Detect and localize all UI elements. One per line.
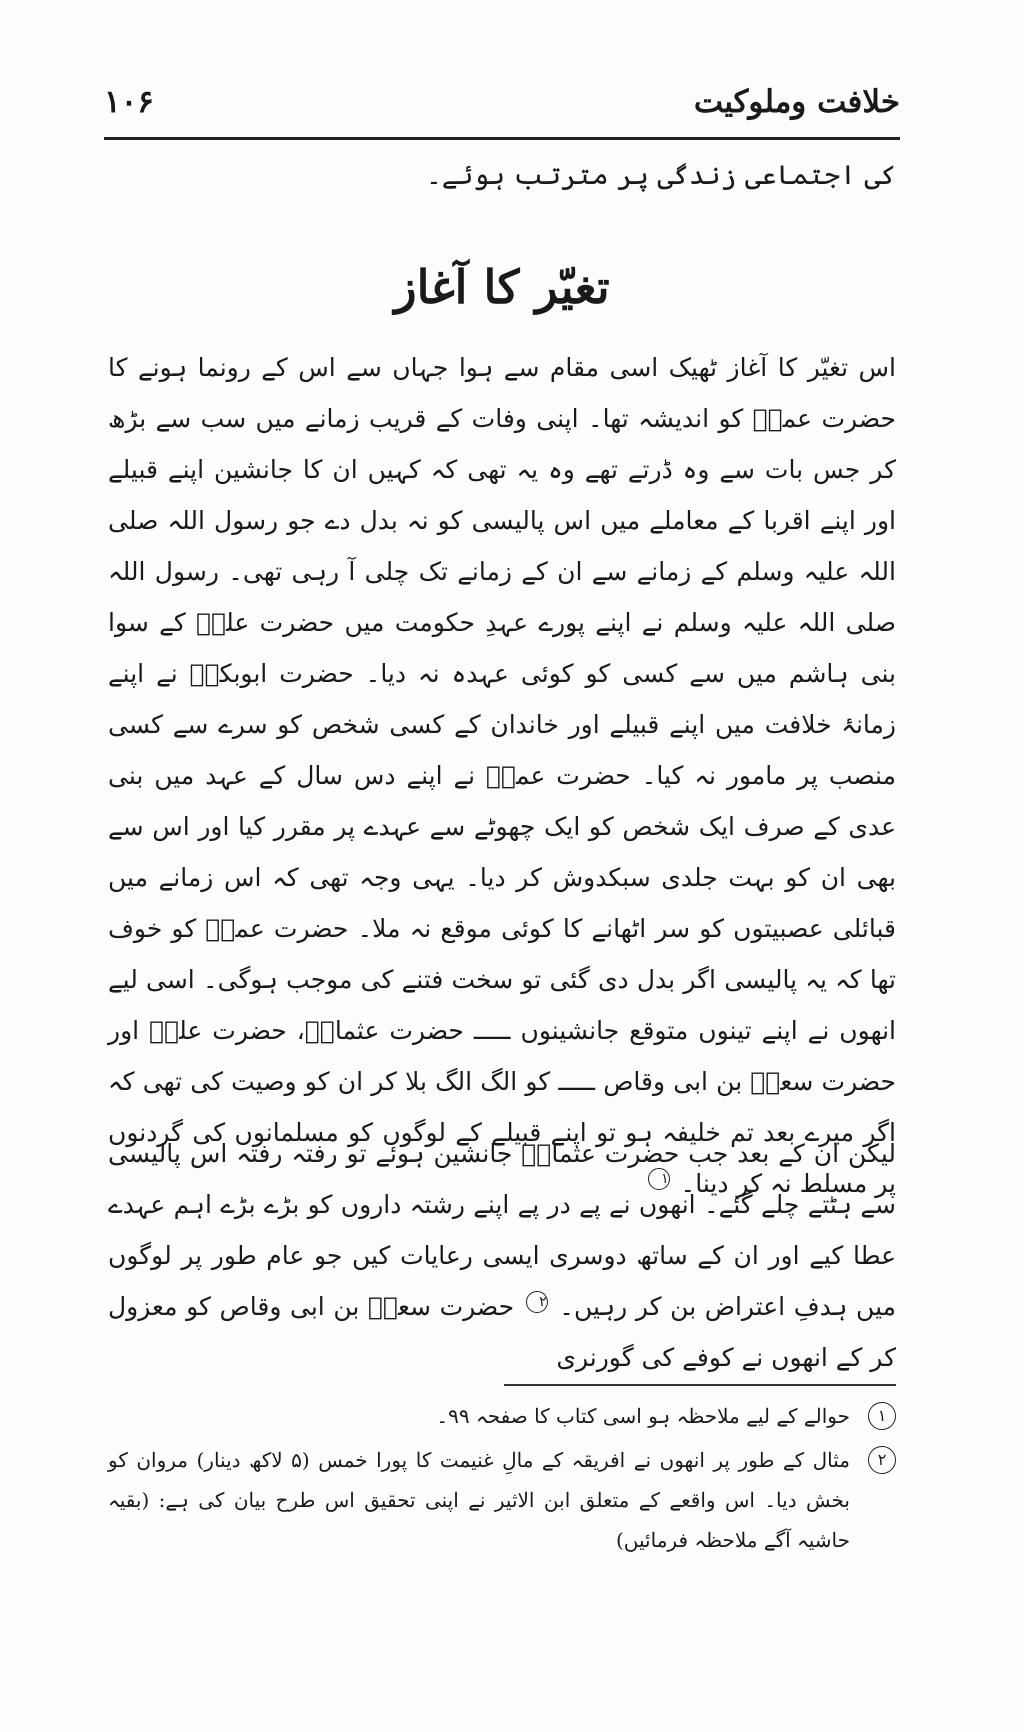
- section-heading: تغیّر کا آغاز: [394, 260, 610, 314]
- footnote-marker: ۲: [868, 1446, 896, 1474]
- footnote-item: [108, 1440, 896, 1560]
- header-divider: [104, 137, 900, 140]
- footnotes: [108, 1396, 896, 1564]
- carry-over-line: کی اجتماعی زندگی پر مترتب ہوئے۔: [425, 160, 896, 191]
- paragraph-1: [108, 342, 896, 1198]
- paragraph-2-tail: حضرت سعدؓ بن ابی وقاص کو معزول کر کے انھوں نے کوفے کی گورنری: [108, 1292, 896, 1372]
- paragraph-1-text: اس تغیّر کا آغاز ٹھیک اسی مقام سے ہوا جہاں سے اس کے رونما ہونے کا حضرت عمرؓ کو اندیشہ تھا۔ اپنی وفات کے قریب زمانے میں سب سے بڑھ کر جس بات سے وہ ڈرتے تھے وہ یہ تھی کہ کہیں ان کا جانشین اپنے قبیلے اور اپنے اقربا کے معاملے میں اس پالیسی کو نہ بدل دے جو رسول اللہ صلی اللہ علیہ وسلم کے زمانے سے ان کے زمانے تک چلی آ رہی تھی۔ رسول اللہ صلی اللہ علیہ وسلم نے اپنے پورے عہدِ حکومت میں حضرت علیؓ کے سوا بنی ہاشم میں سے کسی کو کوئی عہدہ نہ دیا۔ حضرت ابوبکرؓ نے اپنے زمانۂ خلافت میں اپنے قبیلے اور خاندان کے کسی شخص کو سرے سے کسی منصب پر مامور نہ کیا۔ حضرت عمرؓ نے اپنے دس سال کے عہد میں بنی عدی کے صرف ایک شخص کو ایک چھوٹے سے عہدے پر مقرر کیا اور اس سے بھی ان کو بہت جلدی سبکدوش کر دیا۔ یہی وجہ تھی کہ اس زمانے میں قبائلی عصبیتوں کو سر اٹھانے کا کوئی موقع نہ ملا۔ حضرت عمرؓ کو خوف تھا کہ یہ پالیسی اگر بدل دی گئی تو سخت فتنے کی موجب ہوگی۔ اسی لیے انھوں نے اپنے تینوں متوقع جانشینوں ـــــ حضرت عثمانؓ، حضرت علیؓ اور حضرت سعدؓ بن ابی وقاص ـــــ کو الگ الگ بلا کر ان کو وصیت کی تھی کہ اگر میرے بعد تم خلیفہ ہو تو اپنے قبیلے کے لوگوں کو مسلمانوں کی گردنوں پر مسلط نہ کر دینا۔: [108, 353, 896, 1198]
- footnote-text: مثال کے طور پر انھوں نے افریقہ کے مالِ غنیمت کا پورا خمس (۵ لاکھ دینار) مروان کو بخش دیا۔ اس واقعے کے متعلق ابن الاثیر نے اپنی تحقیق اس طرح بیان کی ہے: (بقیہ حاشیہ آگے ملاحظہ فرمائیں): [108, 1448, 851, 1552]
- footnote-item: [108, 1396, 896, 1436]
- paragraph-2: [108, 1128, 897, 1372]
- footnote-ref-1: ۱: [648, 1168, 670, 1190]
- paragraph-2-text: لیکن ان کے بعد جب حضرت عثمانؓ جانشین ہوئے تو رفتہ رفتہ اس پالیسی سے ہٹتے چلے گئے۔ انھوں نے پے در پے اپنے رشتہ داروں کو بڑے بڑے اہم عہدے عطا کیے اور ان کے ساتھ دوسری ایسی رعایات کیں جو عام طور پر لوگوں میں ہدفِ اعتراض بن کر رہیں۔: [108, 1139, 897, 1321]
- footnote-ref-2: ۲: [526, 1291, 548, 1313]
- footnote-marker: ۱: [868, 1402, 896, 1430]
- footnote-divider: [504, 1384, 896, 1386]
- footnote-text: حوالے کے لیے ملاحظہ ہو اسی کتاب کا صفحہ ۹۹۔: [436, 1404, 850, 1428]
- running-title: خلافت وملوکیت: [693, 84, 900, 120]
- page-number: ۱۰۶: [104, 84, 154, 120]
- page-header: [104, 78, 900, 138]
